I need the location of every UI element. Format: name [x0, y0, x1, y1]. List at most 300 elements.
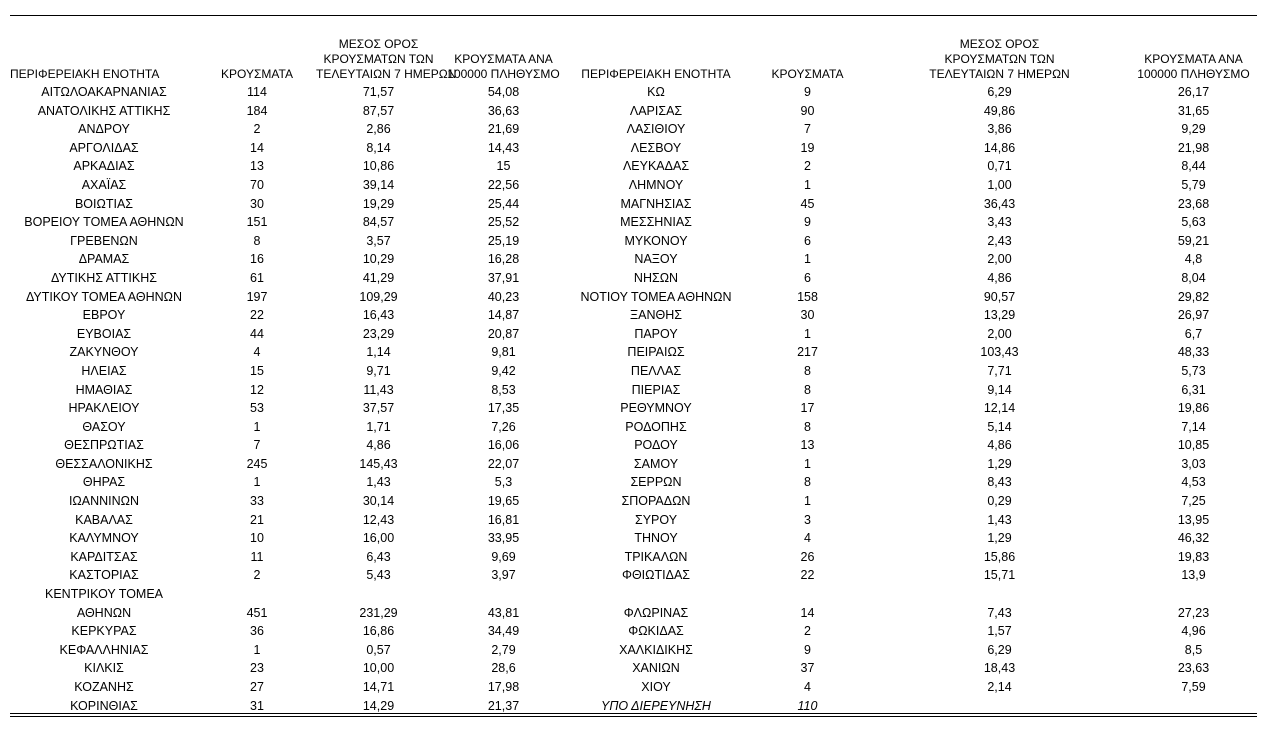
header-region: ΠΕΡΙΦΕΡΕΙΑΚΗ ΕΝΟΤΗΤΑ: [10, 67, 160, 81]
right-avg-7-days: 103,43: [980, 345, 1019, 360]
left-cases-per-100k: 14,43: [487, 140, 520, 155]
left-cases-per-100k: 54,08: [487, 85, 520, 99]
cases-table-container: [10, 15, 1257, 715]
left-avg-7-days: 1,71: [366, 419, 391, 434]
right-avg-7-days: 7,71: [987, 363, 1012, 378]
table-row: [10, 381, 1257, 400]
right-region-name: ΞΑΝΘΗΣ: [630, 308, 682, 323]
left-cases-per-100k: 25,44: [487, 196, 520, 211]
left-cases: 61: [250, 270, 264, 285]
left-region-name: ΘΗΡΑΣ: [82, 475, 126, 490]
left-cases-per-100k: 9,42: [491, 363, 516, 378]
right-cases-per-100k: 3,03: [1181, 456, 1206, 471]
left-avg-7-days: 10,00: [362, 661, 395, 676]
right-cases: 3: [804, 512, 811, 527]
right-cases: 19: [800, 140, 815, 155]
left-avg-7-days: 23,29: [362, 326, 395, 341]
left-avg-7-days: 5,43: [366, 568, 391, 583]
right-cases: 30: [800, 308, 815, 323]
right-region-name: ΧΙΟΥ: [641, 680, 671, 694]
left-region-name: ΔΥΤΙΚΟΥ ΤΟΜΕΑ ΑΘΗΝΩΝ: [25, 289, 183, 304]
right-cases-per-100k: 4,96: [1181, 624, 1206, 639]
left-region-name: ΒΟΡΕΙΟΥ ΤΟΜΕΑ ΑΘΗΝΩΝ: [24, 215, 184, 230]
table-row: [10, 455, 1257, 474]
right-cases: 37: [800, 661, 815, 676]
table-row: [10, 399, 1257, 418]
left-region-name-line2: ΑΘΗΝΩΝ: [76, 605, 132, 620]
left-cases: 11: [250, 549, 264, 564]
table-row: [10, 585, 1257, 604]
empty-cell: [869, 585, 1130, 604]
right-region-name: ΜΕΣΣΗΝΙΑΣ: [620, 215, 692, 230]
right-avg-7-days: 6,29: [987, 85, 1012, 99]
left-cases: 14: [250, 140, 264, 155]
right-cases: 7: [804, 122, 811, 137]
left-cases: 16: [250, 252, 264, 267]
left-cases: 2: [253, 568, 261, 583]
empty-cell: [566, 585, 746, 604]
bottom-rule: [10, 713, 1257, 714]
right-avg-7-days: 15,71: [983, 568, 1016, 583]
left-region-name: ΚΙΛΚΙΣ: [84, 661, 124, 676]
right-cases-per-100k: 23,68: [1177, 196, 1210, 211]
right-cases: 4: [804, 680, 811, 694]
left-avg-7-days: 6,43: [366, 549, 391, 564]
right-cases: 14: [800, 605, 815, 620]
table-row: [10, 232, 1257, 251]
left-region-name-line1: ΚΕΝΤΡΙΚΟΥ ΤΟΜΕΑ: [45, 587, 163, 602]
left-cases: 36: [250, 624, 264, 639]
left-avg-7-days: 1,43: [366, 475, 391, 490]
empty-cell: [1130, 585, 1257, 604]
table-row: [10, 288, 1257, 307]
right-region-name: ΣΠΟΡΑΔΩΝ: [621, 494, 691, 509]
right-cases-per-100k: 19,86: [1177, 401, 1210, 416]
right-cases: 158: [797, 289, 818, 304]
right-cases-per-100k: 6,7: [1184, 326, 1203, 341]
left-region-name: ΘΑΣΟΥ: [82, 419, 126, 434]
right-region-name: ΜΥΚΟΝΟΥ: [624, 233, 688, 248]
left-avg-7-days: 1,14: [366, 345, 391, 360]
table-row: [10, 659, 1257, 678]
table-row: [10, 641, 1257, 660]
left-region-name: ΚΑΡΔΙΤΣΑΣ: [70, 549, 138, 564]
right-avg-7-days: 1,57: [987, 624, 1012, 639]
right-region-name: ΛΗΜΝΟΥ: [628, 177, 684, 192]
right-region-name: ΠΕΛΛΑΣ: [630, 363, 682, 378]
right-region-name: ΣΥΡΟΥ: [634, 512, 678, 527]
table-row: [10, 269, 1257, 288]
left-region-name: ΗΛΕΙΑΣ: [81, 363, 127, 378]
right-cases: 8: [804, 382, 811, 397]
right-cases: 1: [804, 494, 811, 509]
header-per-100k-2: ΚΡΟΥΣΜΑΤΑ ΑΝΑ 100000 ΠΛΗΘΥΣΜΟ: [1137, 52, 1250, 81]
left-cases: 7: [253, 438, 261, 453]
right-avg-7-days: 14,86: [983, 140, 1016, 155]
left-avg-7-days: 16,00: [362, 531, 395, 546]
right-avg-7-days: 2,14: [987, 680, 1012, 694]
table-row: [10, 343, 1257, 362]
left-cases: 23: [250, 661, 264, 676]
right-cases-per-100k: 26,17: [1177, 85, 1210, 99]
right-cases-per-100k: 5,63: [1181, 215, 1206, 230]
right-region-name: ΡΕΘΥΜΝΟΥ: [620, 401, 692, 416]
table-row: [10, 213, 1257, 232]
table-row: [10, 566, 1257, 585]
left-cases-per-100k: 34,49: [487, 624, 520, 639]
left-cases-per-100k: 5,3: [494, 475, 513, 490]
left-avg-7-days: 37,57: [362, 401, 395, 416]
right-avg-7-days: 1,00: [987, 177, 1012, 192]
left-avg-7-days: 10,29: [362, 252, 395, 267]
left-cases-per-100k: 8,53: [491, 382, 516, 397]
right-cases-per-100k: 21,98: [1177, 140, 1210, 155]
left-region-name: ΚΟΖΑΝΗΣ: [74, 680, 134, 694]
right-cases: 9: [804, 642, 811, 657]
left-avg-7-days: 0,57: [366, 642, 391, 657]
right-avg-7-days: 1,43: [987, 512, 1012, 527]
left-cases: 70: [250, 177, 264, 192]
right-cases-per-100k: 13,95: [1177, 512, 1210, 527]
right-region-name: ΛΕΣΒΟΥ: [630, 140, 682, 155]
left-avg-7-days: 87,57: [362, 103, 395, 118]
left-cases-per-100k: 21,37: [487, 698, 520, 713]
right-avg-7-days: 0,29: [987, 494, 1012, 509]
right-avg-7-days: 0,71: [987, 159, 1012, 174]
left-cases: 1: [253, 419, 261, 434]
right-cases-per-100k: 48,33: [1177, 345, 1210, 360]
left-avg-7-days: 39,14: [362, 177, 395, 192]
right-region-name: ΚΩ: [647, 85, 665, 99]
left-cases: 15: [250, 363, 264, 378]
right-region-name: ΝΟΤΙΟΥ ΤΟΜΕΑ ΑΘΗΝΩΝ: [580, 289, 732, 304]
right-cases-per-100k: 7,14: [1181, 419, 1206, 434]
left-avg-7-days: 41,29: [362, 270, 395, 285]
left-cases-per-100k: 17,35: [487, 401, 520, 416]
left-cases: 2: [253, 122, 261, 137]
right-cases-per-100k: 9,29: [1181, 122, 1206, 137]
left-cases-per-100k: 36,63: [487, 103, 520, 118]
table-row: [10, 176, 1257, 195]
right-avg-7-days: 7,43: [987, 605, 1012, 620]
left-cases-per-100k: 22,07: [487, 456, 520, 471]
left-region-name: ΑΝΑΤΟΛΙΚΗΣ ΑΤΤΙΚΗΣ: [37, 103, 171, 118]
left-cases-per-100k: 16,28: [487, 252, 520, 267]
right-avg-7-days: 2,43: [987, 233, 1012, 248]
left-cases-per-100k: 43,81: [487, 605, 520, 620]
right-cases: 9: [804, 215, 811, 230]
right-cases-per-100k: 19,83: [1177, 549, 1210, 564]
left-region-name: ΑΙΤΩΛΟΑΚΑΡΝΑΝΙΑΣ: [41, 85, 167, 99]
left-avg-7-days: 3,57: [366, 233, 391, 248]
right-avg-7-days: 15,86: [983, 549, 1016, 564]
table-body: [10, 83, 1257, 715]
table-row: [10, 195, 1257, 214]
right-avg-7-days: 3,86: [987, 122, 1012, 137]
left-avg-7-days: 10,86: [362, 159, 395, 174]
header-avg-2: ΜΕΣΟΣ ΟΡΟΣ ΚΡΟΥΣΜΑΤΩΝ ΤΩΝ ΤΕΛΕΥΤΑΙΩΝ 7 ΗΜΕΡΩΝ: [929, 37, 1070, 81]
right-cases-per-100k: 13,9: [1181, 568, 1206, 583]
left-cases: 30: [250, 196, 264, 211]
right-avg-7-days: 12,14: [983, 401, 1016, 416]
table-row: [10, 120, 1257, 139]
left-cases-per-100k: 15: [496, 159, 511, 174]
right-cases-per-100k: 46,32: [1177, 531, 1210, 546]
right-region-name: ΧΑΝΙΩΝ: [632, 661, 680, 676]
left-cases: 1: [253, 475, 261, 490]
table-row: [10, 604, 1257, 623]
right-cases-per-100k: 23,63: [1177, 661, 1210, 676]
left-avg-7-days: 2,86: [366, 122, 391, 137]
right-region-name: ΜΑΓΝΗΣΙΑΣ: [620, 196, 692, 211]
right-cases-per-100k: 4,8: [1184, 252, 1203, 267]
cases-table: [10, 16, 1257, 715]
left-cases: 451: [246, 605, 268, 620]
left-avg-7-days: 30,14: [362, 494, 395, 509]
left-region-name: ΗΜΑΘΙΑΣ: [75, 382, 133, 397]
right-avg-7-days: 1,29: [987, 531, 1012, 546]
left-avg-7-days: 145,43: [359, 456, 398, 471]
right-cases-per-100k: 8,5: [1184, 642, 1203, 657]
left-avg-7-days: 16,43: [362, 308, 395, 323]
left-avg-7-days: 11,43: [363, 382, 394, 397]
left-cases: 21: [250, 512, 264, 527]
right-region-name: ΝΑΞΟΥ: [634, 252, 678, 267]
right-cases: 8: [804, 475, 811, 490]
left-region-name: ΑΡΓΟΛΙΔΑΣ: [69, 140, 139, 155]
right-cases-per-100k: 6,31: [1181, 382, 1206, 397]
empty-cell: [441, 585, 566, 604]
right-avg-7-days: 2,00: [987, 326, 1012, 341]
left-avg-7-days: 12,43: [362, 512, 395, 527]
left-avg-7-days: 14,29: [362, 698, 395, 713]
empty-cell: [316, 585, 441, 604]
left-cases-per-100k: 22,56: [487, 177, 520, 192]
left-cases-per-100k: 17,98: [487, 680, 520, 694]
left-cases: 1: [253, 642, 261, 657]
left-cases-per-100k: 40,23: [487, 289, 520, 304]
left-avg-7-days: 8,14: [366, 140, 391, 155]
left-region-name: ΚΑΛΥΜΝΟΥ: [69, 531, 139, 546]
table-row: [10, 529, 1257, 548]
right-region-name: ΛΕΥΚΑΔΑΣ: [622, 159, 690, 174]
right-cases-per-100k: 7,25: [1181, 494, 1206, 509]
right-cases: 1: [804, 177, 811, 192]
right-region-name: ΠΕΙΡΑΙΩΣ: [627, 345, 685, 360]
left-avg-7-days: 19,29: [362, 196, 395, 211]
right-region-name: ΠΙΕΡΙΑΣ: [631, 382, 681, 397]
right-avg-7-days: 4,86: [987, 438, 1012, 453]
right-region-name: ΡΟΔΟΠΗΣ: [625, 419, 687, 434]
right-cases-per-100k: 8,04: [1181, 270, 1206, 285]
table-row: [10, 678, 1257, 697]
left-region-name: ΚΑΣΤΟΡΙΑΣ: [69, 568, 139, 583]
table-row: [10, 306, 1257, 325]
left-cases: 53: [250, 401, 264, 416]
left-avg-7-days: 231,29: [359, 605, 398, 620]
left-cases-per-100k: 25,52: [487, 215, 520, 230]
table-row: [10, 548, 1257, 567]
left-region-name: ΘΕΣΠΡΩΤΙΑΣ: [64, 438, 144, 453]
right-cases-per-100k: 4,53: [1181, 475, 1206, 490]
left-region-name: ΔΥΤΙΚΗΣ ΑΤΤΙΚΗΣ: [51, 270, 157, 285]
left-cases-per-100k: 16,06: [487, 438, 520, 453]
right-cases: 9: [804, 85, 811, 99]
table-row: [10, 250, 1257, 269]
left-region-name: ΙΩΑΝΝΙΝΩΝ: [68, 494, 140, 509]
right-avg-7-days: 6,29: [987, 642, 1012, 657]
right-avg-7-days: 3,43: [987, 215, 1012, 230]
left-avg-7-days: 84,57: [362, 215, 395, 230]
right-region-name: ΡΟΔΟΥ: [634, 438, 678, 453]
right-cases: 6: [804, 270, 811, 285]
right-region-name: ΦΘΙΩΤΙΔΑΣ: [621, 568, 691, 583]
left-cases: 184: [246, 103, 268, 118]
left-cases: 4: [253, 345, 261, 360]
left-cases-per-100k: 7,26: [491, 419, 516, 434]
left-cases-per-100k: 25,19: [487, 233, 520, 248]
table-row: [10, 325, 1257, 344]
left-cases: 245: [246, 456, 268, 471]
right-cases: 1: [804, 456, 811, 471]
right-avg-7-days: 13,29: [983, 308, 1016, 323]
table-header: [10, 16, 1257, 83]
right-avg-7-days: 2,00: [987, 252, 1012, 267]
right-region-name: ΣΕΡΡΩΝ: [630, 475, 682, 490]
left-cases: 8: [253, 233, 261, 248]
left-cases-per-100k: 28,6: [491, 661, 516, 676]
table-row: [10, 139, 1257, 158]
left-avg-7-days: 4,86: [366, 438, 391, 453]
right-cases-per-100k: 5,79: [1181, 177, 1206, 192]
right-cases-per-100k: 59,21: [1177, 233, 1210, 248]
left-region-name: ΑΡΚΑΔΙΑΣ: [73, 159, 135, 174]
left-cases: 33: [250, 494, 264, 509]
right-avg-7-days: 90,57: [983, 289, 1016, 304]
left-region-name: ΚΕΦΑΛΛΗΝΙΑΣ: [59, 642, 149, 657]
right-region-name: ΤΡΙΚΑΛΩΝ: [624, 549, 688, 564]
right-cases: 22: [800, 568, 815, 583]
left-cases-per-100k: 33,95: [487, 531, 520, 546]
table-row: [10, 492, 1257, 511]
right-avg-7-days: 18,43: [983, 661, 1016, 676]
right-cases: 1: [804, 252, 811, 267]
left-region-name: ΕΥΒΟΙΑΣ: [76, 326, 132, 341]
table-row: [10, 511, 1257, 530]
right-cases-per-100k: 31,65: [1177, 103, 1210, 118]
right-cases-per-100k: 29,82: [1177, 289, 1210, 304]
table-row: [10, 473, 1257, 492]
table-row: [10, 157, 1257, 176]
right-region-name: ΦΛΩΡΙΝΑΣ: [623, 605, 689, 620]
left-cases: 151: [246, 215, 268, 230]
right-region-name: ΦΩΚΙΔΑΣ: [628, 624, 684, 639]
right-cases-per-100k: 10,85: [1177, 438, 1210, 453]
bottom-rule-double: [10, 716, 1257, 717]
table-row: [10, 362, 1257, 381]
table-row: [10, 83, 1257, 102]
right-cases: 8: [804, 363, 811, 378]
right-region-name: ΣΑΜΟΥ: [633, 456, 679, 471]
right-avg-7-days: 49,86: [983, 103, 1016, 118]
right-avg-7-days: 4,86: [987, 270, 1012, 285]
left-cases-per-100k: 21,69: [487, 122, 520, 137]
left-region-name: ΚΑΒΑΛΑΣ: [75, 512, 133, 527]
left-region-name: ΓΡΕΒΕΝΩΝ: [70, 233, 138, 248]
right-cases-per-100k: 7,59: [1181, 680, 1206, 694]
left-region-name: ΔΡΑΜΑΣ: [78, 252, 130, 267]
left-avg-7-days: 109,29: [359, 289, 398, 304]
left-cases-per-100k: 37,91: [487, 270, 520, 285]
left-cases-per-100k: 9,69: [491, 549, 516, 564]
right-avg-7-days: 1,29: [987, 456, 1012, 471]
left-region-name: ΚΟΡΙΝΘΙΑΣ: [70, 698, 138, 713]
left-cases-per-100k: 2,79: [491, 642, 516, 657]
right-avg-7-days: 36,43: [983, 196, 1016, 211]
empty-cell: [198, 585, 316, 604]
right-cases: 8: [804, 419, 811, 434]
left-cases-per-100k: 9,81: [491, 345, 516, 360]
right-region-name: ΛΑΣΙΘΙΟΥ: [626, 122, 686, 137]
left-avg-7-days: 9,71: [366, 363, 391, 378]
right-avg-7-days: 8,43: [987, 475, 1012, 490]
header-avg: ΜΕΣΟΣ ΟΡΟΣ ΚΡΟΥΣΜΑΤΩΝ ΤΩΝ ΤΕΛΕΥΤΑΙΩΝ 7 ΗΜΕΡΩΝ: [316, 37, 457, 81]
table-row: [10, 436, 1257, 455]
left-cases-per-100k: 14,87: [487, 308, 520, 323]
right-cases: 13: [800, 438, 815, 453]
right-cases: 2: [804, 624, 811, 639]
left-avg-7-days: 16,86: [362, 624, 395, 639]
left-cases: 197: [246, 289, 268, 304]
left-region-name: ΕΒΡΟΥ: [82, 308, 126, 323]
right-cases: 1: [804, 326, 811, 341]
right-cases: 6: [804, 233, 811, 248]
left-cases: 114: [247, 85, 267, 99]
left-cases-per-100k: 20,87: [487, 326, 520, 341]
left-cases: 22: [250, 308, 264, 323]
left-cases: 12: [250, 382, 264, 397]
left-avg-7-days: 14,71: [362, 680, 395, 694]
left-region-name: ΗΡΑΚΛΕΙΟΥ: [68, 401, 140, 416]
left-avg-7-days: 71,57: [362, 85, 395, 99]
right-region-name: ΤΗΝΟΥ: [634, 531, 678, 546]
left-region-name: ΒΟΙΩΤΙΑΣ: [74, 196, 134, 211]
right-cases: 90: [800, 103, 815, 118]
right-region-name: ΛΑΡΙΣΑΣ: [629, 103, 683, 118]
right-region-name: ΥΠΟ ΔΙΕΡΕΥΝΗΣΗ: [601, 698, 711, 713]
right-region-name: ΝΗΣΩΝ: [633, 270, 679, 285]
left-cases: 31: [250, 698, 264, 713]
right-cases: 17: [800, 401, 815, 416]
right-cases: 110: [797, 698, 818, 713]
header-cases-2: ΚΡΟΥΣΜΑΤΑ: [771, 67, 844, 81]
left-cases: 27: [250, 680, 264, 694]
left-region-name: ΑΧΑΪΑΣ: [81, 177, 127, 192]
table-row: [10, 622, 1257, 641]
table-row: [10, 102, 1257, 121]
left-cases-per-100k: 19,65: [487, 494, 520, 509]
right-cases: 26: [800, 549, 815, 564]
right-cases-per-100k: 26,97: [1177, 308, 1210, 323]
left-cases: 44: [250, 326, 264, 341]
left-cases-per-100k: 3,97: [491, 568, 516, 583]
right-region-name: ΠΑΡΟΥ: [634, 326, 678, 341]
left-region-name: ΑΝΔΡΟΥ: [78, 122, 130, 137]
left-region-name: ΚΕΡΚΥΡΑΣ: [71, 624, 137, 639]
right-cases: 217: [797, 345, 818, 360]
left-cases: 13: [250, 159, 264, 174]
left-cases: 10: [250, 531, 264, 546]
